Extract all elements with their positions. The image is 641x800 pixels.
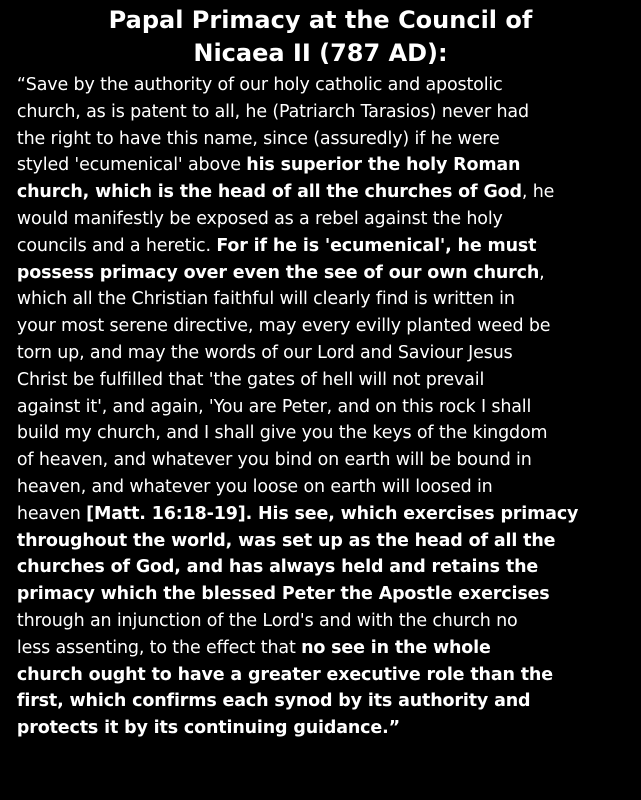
quote-line (0, 286, 637, 313)
quote-line (0, 340, 637, 367)
quote-line (0, 420, 637, 447)
text-span: the right to have this name, since (assuredly) if he were (16, 128, 500, 149)
text-span: of heaven, and whatever you bind on earth will be bound in (16, 450, 532, 471)
bold-text-span: churches of God, and has always held and retains the (16, 557, 539, 578)
bold-text-span: church, which is the head of all the churches of God (16, 182, 522, 203)
quote-line (0, 608, 637, 635)
quote-body (0, 72, 641, 742)
quote-line (0, 581, 637, 608)
bold-text-span: primacy which the blessed Peter the Apostle exercises (16, 584, 550, 605)
quote-line (0, 554, 637, 581)
text-span: would manifestly be exposed as a rebel against the holy (16, 208, 503, 229)
text-span: , (539, 262, 545, 283)
text-span: councils and a heretic. (16, 235, 217, 256)
page-title (0, 4, 641, 70)
quote-line (0, 233, 637, 260)
bold-text-span: first, which confirms each synod by its authority and (16, 691, 531, 712)
text-span: your most serene directive, may every evilly planted weed be (16, 316, 551, 337)
quote-line (0, 447, 637, 474)
text-span: which all the Christian faithful will clearly find is written in (16, 289, 515, 310)
text-span: Christ be fulfilled that 'the gates of hell will not prevail (16, 369, 485, 390)
text-span: build my church, and I shall give you the keys of the kingdom (16, 423, 548, 444)
quote-line (0, 688, 637, 715)
quote-line (0, 662, 637, 689)
quote-line (0, 394, 637, 421)
title-line-1: Papal Primacy at the Council of (108, 6, 533, 34)
text-span: , he (521, 182, 555, 203)
bold-text-span: For if he is 'ecumenical', he must (216, 235, 537, 256)
text-span: through an injunction of the Lord's and with the church no (16, 610, 518, 631)
bold-text-span: throughout the world, was set up as the head of all the (16, 530, 556, 551)
text-span: “Save by the authority of our holy catholic and apostolic (16, 75, 503, 95)
quote-line (0, 474, 637, 501)
text-span: less assenting, to the effect that (16, 637, 302, 658)
quote-line (0, 260, 637, 287)
quote-line (0, 72, 637, 99)
bold-text-span: no see in the whole (301, 637, 491, 658)
bold-text-span: church ought to have a greater executive role than the (16, 664, 553, 685)
bold-text-span: [Matt. 16:18-19]. His see, which exercises primacy (86, 503, 579, 524)
bold-text-span: protects it by its continuing guidance.” (16, 718, 400, 739)
quote-line (0, 715, 637, 742)
text-span: styled 'ecumenical' above (16, 155, 247, 176)
quote-line (0, 206, 637, 233)
quote-line (0, 99, 637, 126)
bold-text-span: possess primacy over even the see of our own church (16, 262, 540, 283)
title-line-2: Nicaea II (787 AD): (193, 39, 448, 67)
quote-line (0, 179, 637, 206)
quote-line (0, 635, 637, 662)
text-span: church, as is patent to all, he (Patriarch Tarasios) never had (16, 101, 529, 122)
quote-line (0, 528, 637, 555)
bold-text-span: his superior the holy Roman (246, 155, 521, 176)
quote-line (0, 126, 637, 153)
quote-line (0, 367, 637, 394)
text-span: heaven (16, 503, 87, 524)
quote-line (0, 501, 637, 528)
quote-line (0, 313, 637, 340)
text-span: heaven, and whatever you loose on earth will loosed in (16, 476, 493, 497)
text-span: against it', and again, 'You are Peter, and on this rock I shall (16, 396, 532, 417)
quote-line (0, 152, 637, 179)
text-span: torn up, and may the words of our Lord and Saviour Jesus (16, 342, 513, 363)
